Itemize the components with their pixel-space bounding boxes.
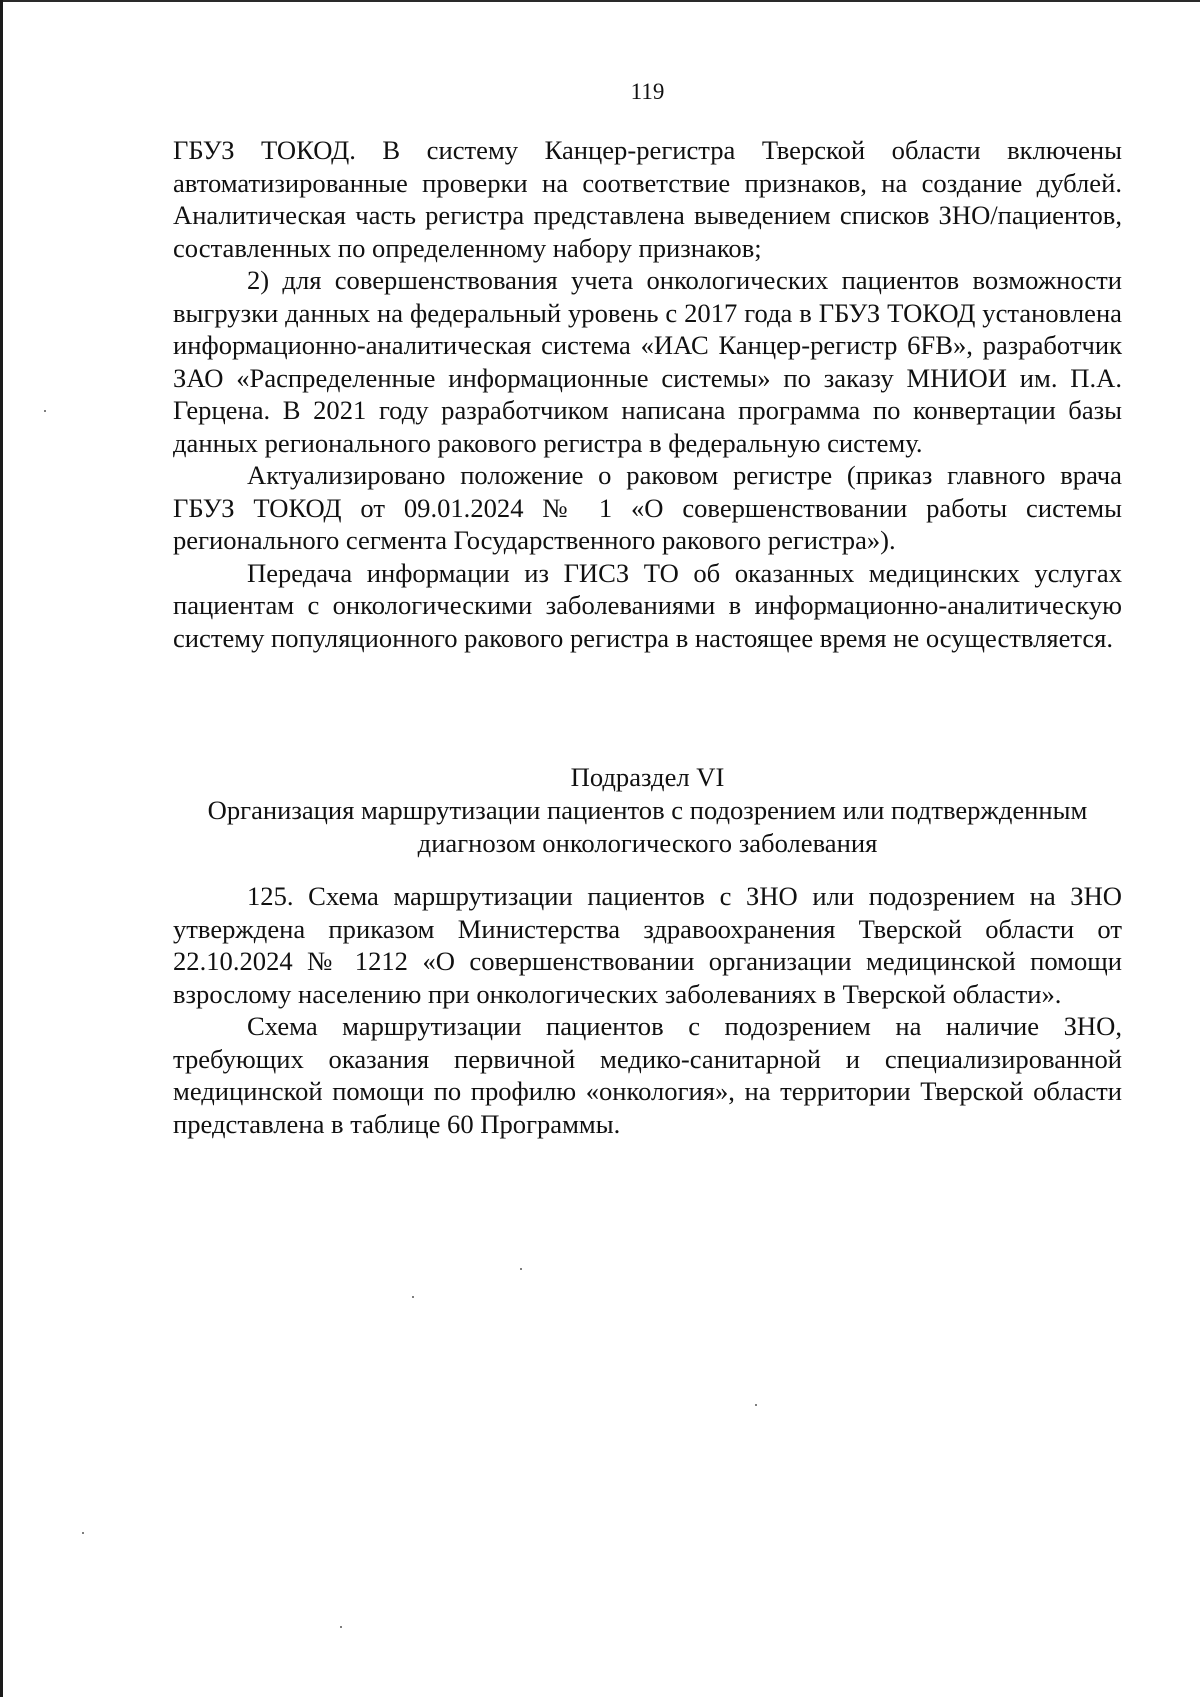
scan-speck (412, 1296, 414, 1298)
subsection-heading: Подраздел VI (570, 762, 725, 792)
scan-left-border (0, 0, 3, 1697)
paragraph-continuation: ГБУЗ ТОКОД. В систему Канцер-регистра Тверской области включены автоматизированные проверки на соответствие признаков, на создание дублей. Аналитическая часть регистра представлена выведением списков ЗНО/пациентов, составленных по определенному набору признаков; (173, 135, 1122, 263)
scan-speck (520, 1268, 522, 1270)
scan-speck (340, 1626, 342, 1628)
body-text-lower (173, 880, 1122, 1140)
scan-speck (82, 1532, 84, 1534)
paragraph-regulation: Актуализировано положение о раковом регистре (приказ главного врача ГБУЗ ТОКОД от 09.01.2024 № 1 «О совершенствовании работы системы регионального сегмента Государственного ракового регистра»). (173, 460, 1122, 555)
scan-speck (755, 1404, 757, 1406)
scan-top-border (0, 0, 1200, 2)
paragraph-data-transfer: Передача информации из ГИСЗ ТО об оказанных медицинских услугах пациентам с онкологическими заболеваниями в информационно-аналитическую систему популяционного ракового регистра в настоящее время не осуществляется. (173, 557, 1122, 653)
page-number: 119 (630, 79, 665, 104)
paragraph-item-2: 2) для совершенствования учета онкологических пациентов возможности выгрузки данных на федеральный уровень с 2017 года в ГБУЗ ТОКОД установлена информационно-аналитическая система «ИАС Канцер-регистр 6FB», разработчик ЗАО «Распределенные информационные системы» по заказу МНИОИ им. П.А. Герцена. В 2021 году разработчиком написана программа по конвертации базы данных регионального ракового регистра в федеральную систему. (173, 265, 1122, 458)
paragraph-125: 125. Схема маршрутизации пациентов с ЗНО или подозрением на ЗНО утверждена приказом Министерства здравоохранения Тверской области от 22.10.2024 № 1212 «О совершенствовании организации медицинской помощи взрослому населению при онкологических заболеваниях в Тверской области». (173, 881, 1122, 1009)
section-title (173, 794, 1122, 859)
paragraph-routing-scheme: Схема маршрутизации пациентов с подозрением на наличие ЗНО, требующих оказания первичной медико-санитарной и специализированной медицинской помощи по профилю «онкология», на территории Тверской области представлена в таблице 60 Программы. (173, 1011, 1122, 1139)
section-title-line-1: Организация маршрутизации пациентов с подозрением или подтвержденным (207, 795, 1088, 825)
section-title-line-2: диагнозом онкологического заболевания (417, 827, 878, 858)
scan-speck (44, 410, 46, 412)
body-text-upper (173, 134, 1122, 654)
